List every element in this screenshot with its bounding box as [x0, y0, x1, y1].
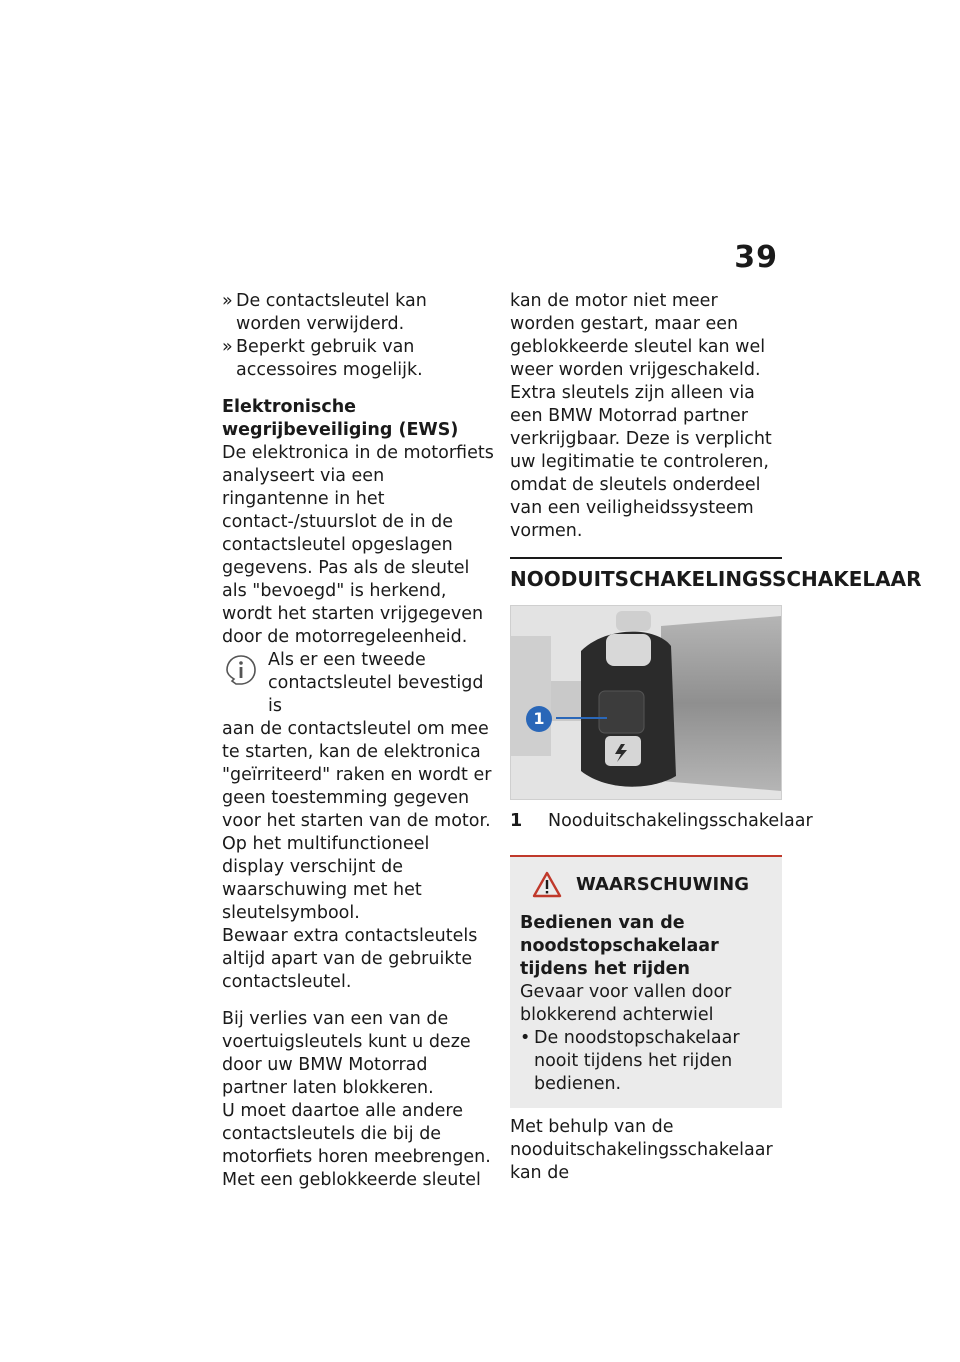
warning-triangle-icon [532, 871, 562, 898]
figure-callout: 1 [526, 706, 552, 732]
handlebar-switch-figure [510, 605, 782, 800]
paragraph: Met een geblokkeerde sleutel [222, 1170, 481, 1190]
bullet-text: De contactsleutel kan worden verwijderd. [236, 291, 427, 334]
bullet-marker: • [520, 1028, 531, 1048]
warning-bullet-text: De noodstopschakelaar nooit tijdens het rijden bedienen. [534, 1028, 740, 1094]
warning-title [520, 871, 772, 898]
paragraph: Extra sleutels zijn alleen via een BMW Motorrad partner verkrijgbaar. Deze is verplicht uw legitimatie te controleren, omdat de sleutels onderdeel van een veiligheidssysteem vormen. [510, 383, 772, 541]
paragraph: Bewaar extra contactsleutels altijd apart van de gebruikte contactsleutel. [222, 926, 478, 992]
paragraph: U moet daartoe alle andere contactsleutels die bij de motorfiets horen meebrengen. [222, 1101, 491, 1167]
ews-paragraph: De elektronica in de motorfiets analyseert via een ringantenne in het contact-/stuurslot de in de contactsleutel opgeslagen gegevens. Pas als de sleutel als "bevoegd" is herkend, wordt het starten vrijgegeven door de motorregeleenheid. [222, 443, 494, 647]
left-column [222, 290, 494, 1192]
bullet-item [222, 336, 494, 382]
figure-legend [510, 810, 813, 833]
legend-text: Nooduitschakelingsschakelaar [548, 811, 813, 831]
paragraph: Op het multifunctioneel display verschijnt de waarschuwing met het sleutelsymbool. [222, 834, 430, 923]
bullet-marker: » [222, 337, 233, 357]
warning-label: WAARSCHUWING [576, 874, 750, 895]
info-text: aan de contactsleutel om mee te starten, kan de elektronica "geïrriteerd" raken en wordt er geen toestemming gegeven voor het starten van de motor. [222, 719, 492, 831]
info-note [222, 649, 494, 833]
paragraph: kan de motor niet meer worden gestart, maar een geblokkeerde sleutel kan wel weer worden vrijgeschakeld. [510, 291, 766, 380]
paragraph: Met behulp van de nooduitschakelingsschakelaar kan de [510, 1117, 773, 1183]
section-title: NOODUITSCHAKELINGSSCHAKELAAR [510, 557, 782, 591]
page-number: 39 [734, 240, 778, 275]
warning-box [510, 855, 782, 1108]
info-text-indented: Als er een tweede contactsleutel bevestigd is [268, 650, 484, 716]
warning-text: Gevaar voor vallen door blokkerend achterwiel [520, 982, 732, 1025]
right-column [510, 290, 922, 1185]
ews-heading-line1: Elektronische [222, 397, 357, 417]
handlebar-illustration [511, 606, 781, 799]
bullet-marker: » [222, 291, 233, 311]
ews-heading-line2: wegrijbeveiliging (EWS) [222, 420, 459, 440]
bullet-text: Beperkt gebruik van accessoires mogelijk. [236, 337, 423, 380]
legend-number: 1 [510, 811, 523, 831]
paragraph: Bij verlies van een van de voertuigsleutels kunt u deze door uw BMW Motorrad partner laten blokkeren. [222, 1009, 471, 1098]
info-icon [224, 653, 258, 687]
warning-heading: Bedienen van de noodstopschakelaar tijdens het rijden [520, 913, 719, 979]
warning-bullet [520, 1027, 772, 1096]
bullet-item [222, 290, 494, 336]
